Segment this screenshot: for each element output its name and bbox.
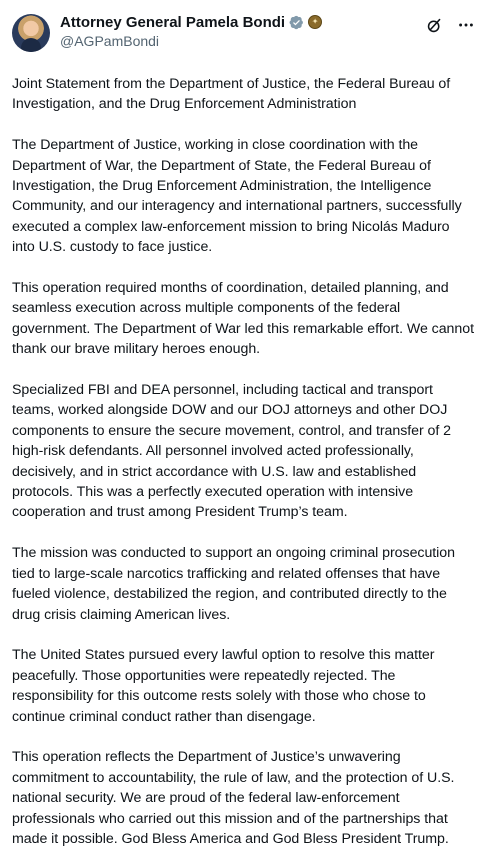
author-info [60, 12, 425, 50]
display-name[interactable]: Attorney General Pamela Bondi [60, 13, 286, 31]
post-paragraph: This operation required months of coordination, detailed planning, and seamless execution across multiple components of the federal government. The Department of War led this remarkable effort. We cannot thank our brave military heroes enough. [12, 280, 474, 358]
gov-seal-icon[interactable]: ✦ [308, 15, 322, 29]
verified-icon[interactable] [289, 15, 304, 30]
post-text [12, 74, 475, 849]
avatar[interactable] [12, 14, 50, 52]
post-actions [425, 12, 475, 34]
post-paragraph: The Department of Justice, working in close coordination with the Department of War, the Department of State, the Federal Bureau of Investigation, the Drug Enforcement Administration, the Intelligence Community, and our interagency and international partners, successfully executed a complex law-enforcement mission to bring Nicolás Maduro into U.S. custody to face justice. [12, 137, 462, 256]
more-icon[interactable] [457, 16, 475, 34]
post-paragraph: The mission was conducted to support an ongoing criminal prosecution tied to large-scale narcotics trafficking and related offenses that have fueled violence, destabilized the region, and contributed directly to the drug crisis claiming American lives. [12, 545, 455, 623]
post-paragraph: The United States pursued every lawful option to resolve this matter peacefully. Those opportunities were repeatedly rejected. The responsibility for this outcome rests solely with those who chose to continue criminal conduct rather than disengage. [12, 647, 435, 725]
grok-icon[interactable] [425, 16, 443, 34]
post-paragraph: Specialized FBI and DEA personnel, including tactical and transport teams, worked alongside DOW and our DOJ attorneys and other DOJ components to ensure the secure movement, control, and transfer of 2 high-risk defendants. All personnel involved acted professionally, decisively, and in strict accordance with U.S. law and established protocols. This was a perfectly executed operation with intensive cooperation and trust among President Trump’s team. [12, 382, 452, 521]
post-header [12, 12, 475, 60]
post-paragraph: This operation reflects the Department of Justice’s unwavering commitment to accountability, the rule of law, and the protection of U.S. national security. We are proud of the federal law-enforcement professionals who carried out this mission and of the partnerships that made it possible. God Bless America and God Bless President Trump. [12, 749, 455, 847]
name-row [60, 12, 425, 32]
handle[interactable]: @AGPamBondi [60, 33, 160, 49]
post-paragraph: Joint Statement from the Department of Justice, the Federal Bureau of Investigation, and the Drug Enforcement Administration [12, 76, 451, 113]
